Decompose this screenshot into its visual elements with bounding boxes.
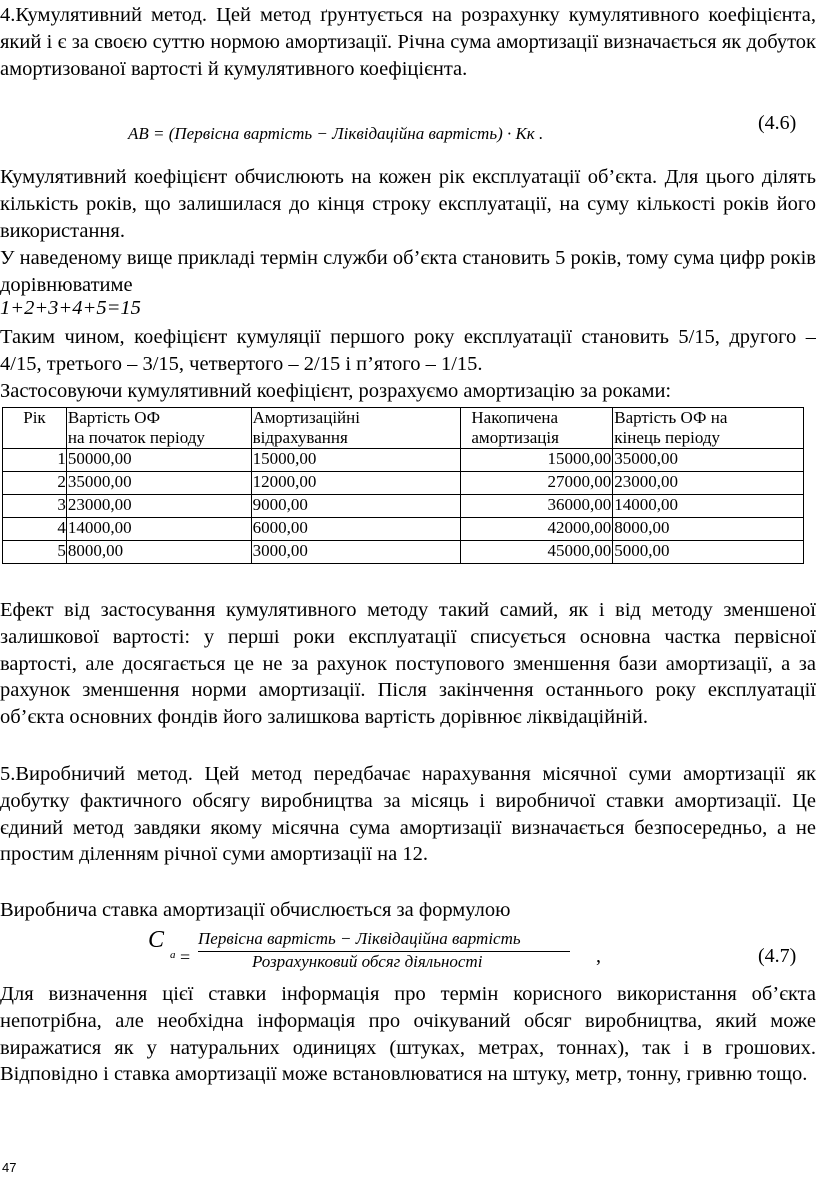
production-method-paragraph: 5.Виробничий метод. Цей метод передбачає нарахування місячної суми амортизації як добутку фактичного обсягу виробництва за місяць і виробничої ставки амортизації. Це єдиний метод завдяки якому місячна сума амортизації визначається безпосередньо, а не простим діленням річної суми амортизації на 12. bbox=[0, 763, 816, 866]
header-start-value: Вартість ОФ на початок періоду bbox=[66, 408, 251, 449]
cell-depreciation: 6000,00 bbox=[251, 518, 461, 541]
sum-sequence: 1+2+3+4+5=15 bbox=[0, 297, 141, 319]
cell-depreciation: 9000,00 bbox=[251, 495, 461, 518]
formula-rhs: ) · Кк . bbox=[497, 124, 544, 143]
cell-accumulated: 45000,00 bbox=[461, 541, 613, 564]
formula-minus: − bbox=[312, 124, 333, 143]
formula-comma: , bbox=[596, 945, 601, 967]
cell-year: 3 bbox=[3, 495, 67, 518]
cell-end-value: 8000,00 bbox=[613, 518, 804, 541]
cell-end-value: 14000,00 bbox=[613, 495, 804, 518]
cell-year: 2 bbox=[3, 472, 67, 495]
cell-year: 1 bbox=[3, 449, 67, 472]
formula-equals: = bbox=[180, 947, 191, 967]
formula-lhs: АВ = ( bbox=[128, 124, 175, 143]
depreciation-table bbox=[2, 407, 804, 564]
page-number: 47 bbox=[2, 1160, 17, 1175]
formula-numerator: Первісна вартість − Ліквідаційна вартість bbox=[198, 929, 521, 948]
cell-start-value: 23000,00 bbox=[66, 495, 251, 518]
coefficients-paragraph: Таким чином, коефіцієнт кумуляції першого року експлуатації становить 5/15, другого – 4/15, третього – 3/15, четвертого – 2/15 і п’ятого – 1/15. bbox=[0, 326, 816, 375]
table-row bbox=[3, 495, 804, 518]
cell-end-value: 5000,00 bbox=[613, 541, 804, 564]
cell-year: 4 bbox=[3, 518, 67, 541]
cell-accumulated: 42000,00 bbox=[461, 518, 613, 541]
table-row bbox=[3, 541, 804, 564]
header-end-value: Вартість ОФ на кінець періоду bbox=[613, 408, 804, 449]
equation-number-4-6: (4.6) bbox=[758, 112, 797, 134]
equation-number-4-7: (4.7) bbox=[758, 945, 797, 967]
formula-initial-value: Первісна вартість bbox=[174, 124, 313, 143]
formula-denominator: Розрахунковий обсяг діяльності bbox=[252, 952, 483, 971]
example-paragraph: У наведеному вище прикладі термін служби об’єкта становить 5 років, тому сума цифр років дорівнюватиме bbox=[0, 247, 816, 296]
rate-formula-intro: Виробнича ставка амортизації обчислюється за формулою bbox=[0, 899, 511, 921]
table-row bbox=[3, 449, 804, 472]
header-depreciation: Амортизаційні відрахування bbox=[251, 408, 461, 449]
table-intro-paragraph: Застосовуючи кумулятивний коефіцієнт, розрахуємо амортизацію за роками: bbox=[0, 380, 672, 402]
formula-liquidation-value: Ліквідаційна вартість bbox=[332, 124, 498, 143]
formula-subscript: а bbox=[170, 949, 176, 961]
cell-depreciation: 15000,00 bbox=[251, 449, 461, 472]
cell-depreciation: 3000,00 bbox=[251, 541, 461, 564]
formula-4-6 bbox=[128, 124, 543, 144]
cell-start-value: 14000,00 bbox=[66, 518, 251, 541]
table-header-row bbox=[3, 408, 804, 449]
table-row bbox=[3, 518, 804, 541]
cell-year: 5 bbox=[3, 541, 67, 564]
cell-end-value: 23000,00 bbox=[613, 472, 804, 495]
cell-start-value: 50000,00 bbox=[66, 449, 251, 472]
cumulative-method-paragraph: 4.Кумулятивний метод. Цей метод ґрунтується на розрахунку кумулятивного коефіцієнта, який і є за своєю суттю нормою амортизації. Річна сума амортизації визначається як добуток амортизованої вартості й кумулятивного коефіцієнта. bbox=[0, 4, 816, 80]
header-accumulated: Накопичена амортизація bbox=[461, 408, 613, 449]
cell-accumulated: 15000,00 bbox=[461, 449, 613, 472]
header-year: Рік bbox=[3, 408, 67, 449]
table-row bbox=[3, 472, 804, 495]
cell-accumulated: 36000,00 bbox=[461, 495, 613, 518]
cell-start-value: 35000,00 bbox=[66, 472, 251, 495]
formula-symbol: С bbox=[148, 927, 165, 953]
rate-info-paragraph: Для визначення цієї ставки інформація про термін корисного використання об’єкта непотрібна, але необхідна інформація про очікуваний обсяг виробництва, який може виражатися як у натуральних одиницях (штуках, метрах, тоннах), так і в грошових. Відповідно і ставка амортизації може встановлюватися на штуку, метр, тонну, гривню тощо. bbox=[0, 983, 816, 1086]
effect-paragraph: Ефект від застосування кумулятивного методу такий самий, як і від методу зменшеної залишкової вартості: у перші роки експлуатації списується основна частка первісної вартості, але досягається це не за рахунок поступового зменшення бази амортизації, а за рахунок зменшення норми амортизації. Після закінчення останнього року експлуатації об’єкта основних фондів його залишкова вартість дорівнює ліквідаційній. bbox=[0, 599, 816, 729]
formula-4-7 bbox=[140, 927, 580, 971]
cell-accumulated: 27000,00 bbox=[461, 472, 613, 495]
coefficient-paragraph: Кумулятивний коефіцієнт обчислюють на кожен рік експлуатації об’єкта. Для цього ділять кількість років, що залишилася до кінця строку експлуатації, на суму кількості років його використання. bbox=[0, 166, 816, 242]
cell-end-value: 35000,00 bbox=[613, 449, 804, 472]
cell-start-value: 8000,00 bbox=[66, 541, 251, 564]
cell-depreciation: 12000,00 bbox=[251, 472, 461, 495]
